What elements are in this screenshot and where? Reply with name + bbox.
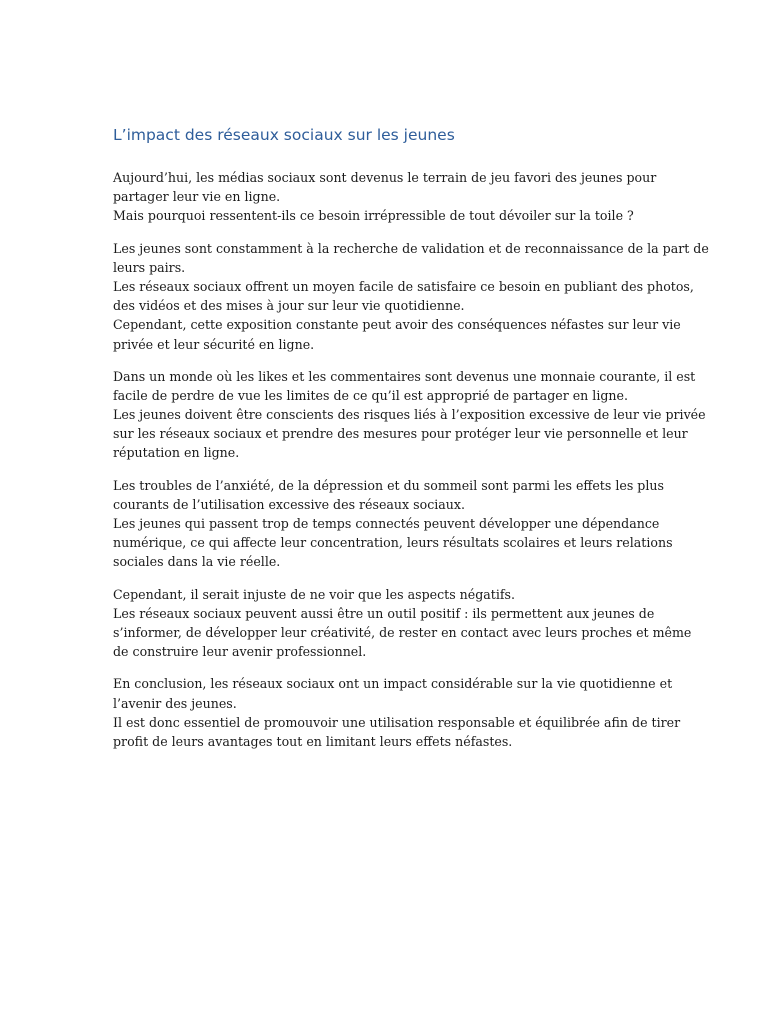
paragraph-line: En conclusion, les réseaux sociaux ont un impact considérable sur la vie quotidienne et [113,676,673,692]
paragraph-line: Cependant, cette exposition constante peut avoir des conséquences néfastes sur leur vie [113,317,681,333]
paragraph-line: leurs pairs. [113,259,186,275]
paragraph [113,674,681,751]
paragraph-line: sur les réseaux sociaux et prendre des mesures pour protéger leur vie personnelle et leur [113,426,688,442]
paragraph-line: Dans un monde où les likes et les commentaires sont devenus une monnaie courante, il est [113,368,696,384]
paragraph-line: courants de l’utilisation excessive des réseaux sociaux. [113,496,466,512]
paragraph-line: Les réseaux sociaux peuvent aussi être un outil positif : ils permettent aux jeunes de [113,605,655,621]
paragraph-line: l’avenir des jeunes. [113,695,237,711]
paragraph [113,239,709,354]
paragraph-line: partager leur vie en ligne. [113,189,281,205]
paragraph [113,585,692,662]
paragraph [113,476,673,572]
document-body [113,168,709,764]
paragraph-line: sociales dans la vie réelle. [113,554,281,570]
paragraph-line: facile de perdre de vue les limites de ce qu’il est approprié de partager en ligne. [113,387,628,403]
paragraph-line: Mais pourquoi ressentent-ils ce besoin irrépressible de tout dévoiler sur la toile ? [113,208,634,224]
paragraph-line: Les jeunes doivent être conscients des risques liés à l’exposition excessive de leur vie privée [113,407,706,423]
paragraph-line: Aujourd’hui, les médias sociaux sont devenus le terrain de jeu favori des jeunes pour [113,170,657,185]
paragraph-line: profit de leurs avantages tout en limitant leurs effets néfastes. [113,733,513,749]
paragraph-line: numérique, ce qui affecte leur concentration, leurs résultats scolaires et leurs relations [113,535,673,551]
document-title: L’impact des réseaux sociaux sur les jeunes [113,126,455,144]
paragraph-line: de construire leur avenir professionnel. [113,644,367,660]
paragraph [113,168,659,226]
paragraph-line: Les réseaux sociaux offrent un moyen facile de satisfaire ce besoin en publiant des photos, [113,278,694,294]
paragraph [113,367,706,463]
paragraph-line: réputation en ligne. [113,445,240,461]
paragraph-line: Il est donc essentiel de promouvoir une utilisation responsable et équilibrée afin de tirer [113,714,681,730]
paragraph-line: Les jeunes qui passent trop de temps connectés peuvent développer une dépendance [113,516,660,531]
paragraph-line: privée et leur sécurité en ligne. [113,336,315,352]
paragraph-line: des vidéos et des mises à jour sur leur vie quotidienne. [113,298,465,314]
paragraph-line: Les troubles de l’anxiété, de la dépression et du sommeil sont parmi les effets les plus [113,477,664,493]
paragraph-line: s’informer, de développer leur créativité, de rester en contact avec leurs proches et même [113,624,692,640]
paragraph-line: Les jeunes sont constamment à la recherche de validation et de reconnaissance de la part de [113,240,709,256]
paragraph-line: Cependant, il serait injuste de ne voir que les aspects négatifs. [113,586,516,602]
